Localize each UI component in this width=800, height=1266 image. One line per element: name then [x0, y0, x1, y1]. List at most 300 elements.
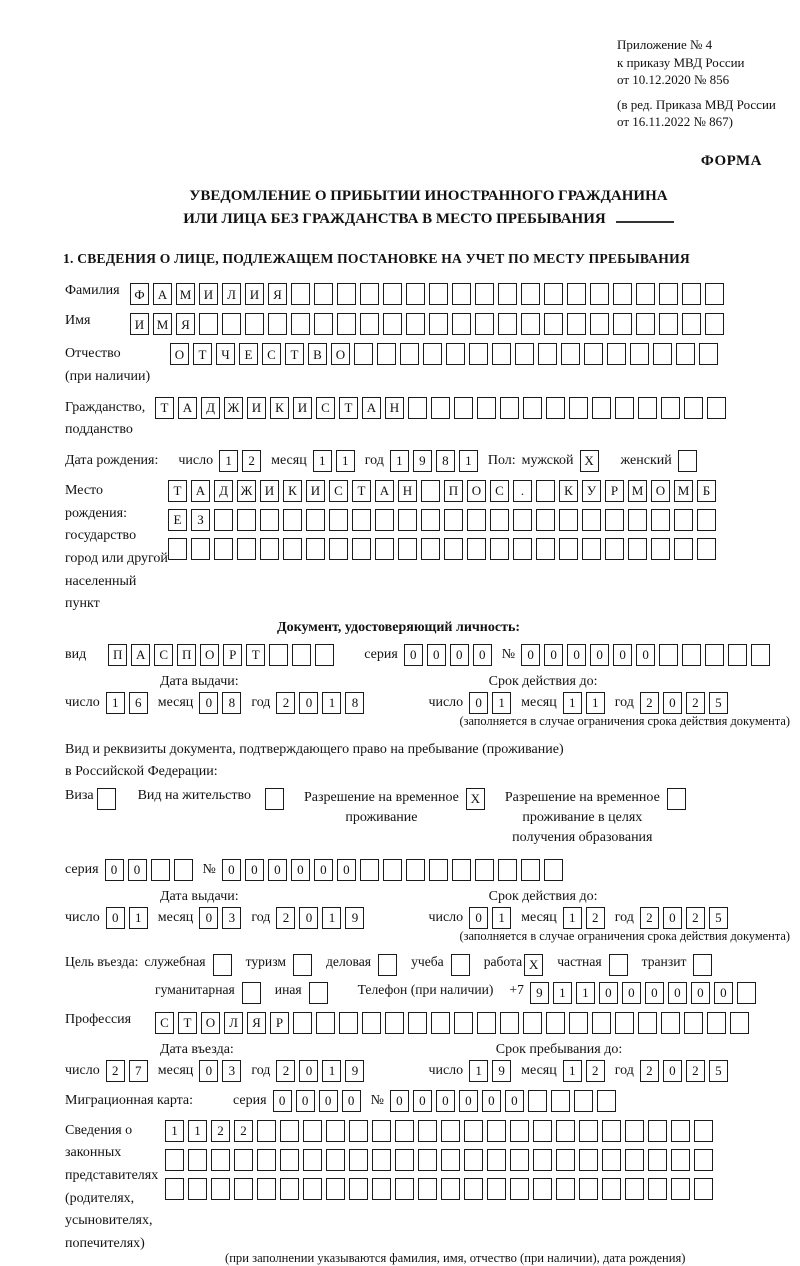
- char-cell[interactable]: [398, 538, 417, 560]
- purpose-business-checkbox[interactable]: [378, 954, 401, 976]
- char-cell[interactable]: [498, 859, 517, 881]
- char-cell[interactable]: С: [155, 1012, 174, 1034]
- char-cell[interactable]: [477, 397, 496, 419]
- char-cell[interactable]: [707, 397, 726, 419]
- char-cell[interactable]: 0: [599, 982, 618, 1004]
- char-cell[interactable]: [283, 509, 302, 531]
- char-cell[interactable]: [510, 1149, 529, 1171]
- char-cell[interactable]: Д: [214, 480, 233, 502]
- char-cell[interactable]: X: [466, 788, 485, 810]
- char-cell[interactable]: [464, 1178, 483, 1200]
- char-cell[interactable]: [515, 343, 534, 365]
- char-cell[interactable]: [487, 1120, 506, 1142]
- char-cell[interactable]: [429, 313, 448, 335]
- permit-issue-year[interactable]: [276, 907, 368, 929]
- purpose-tourism-checkbox[interactable]: [293, 954, 316, 976]
- char-cell[interactable]: [590, 283, 609, 305]
- char-cell[interactable]: [446, 343, 465, 365]
- char-cell[interactable]: [406, 859, 425, 881]
- char-cell[interactable]: 0: [521, 644, 540, 666]
- char-cell[interactable]: Ф: [130, 283, 149, 305]
- char-cell[interactable]: [395, 1178, 414, 1200]
- char-cell[interactable]: [268, 313, 287, 335]
- char-cell[interactable]: [498, 283, 517, 305]
- char-cell[interactable]: 9: [345, 1060, 364, 1082]
- char-cell[interactable]: 2: [242, 450, 261, 472]
- char-cell[interactable]: [684, 397, 703, 419]
- char-cell[interactable]: [315, 644, 334, 666]
- profession-cells[interactable]: [155, 1012, 753, 1034]
- char-cell[interactable]: [257, 1178, 276, 1200]
- char-cell[interactable]: 2: [276, 1060, 295, 1082]
- char-cell[interactable]: 0: [337, 859, 356, 881]
- char-cell[interactable]: 0: [299, 1060, 318, 1082]
- char-cell[interactable]: [648, 1120, 667, 1142]
- legal-reps-cells-row3[interactable]: [165, 1178, 717, 1200]
- char-cell[interactable]: [360, 859, 379, 881]
- char-cell[interactable]: 0: [663, 692, 682, 714]
- char-cell[interactable]: [682, 283, 701, 305]
- temp-residence-checkbox[interactable]: [466, 788, 489, 810]
- char-cell[interactable]: [441, 1120, 460, 1142]
- char-cell[interactable]: [705, 283, 724, 305]
- char-cell[interactable]: [423, 343, 442, 365]
- char-cell[interactable]: Ч: [216, 343, 235, 365]
- char-cell[interactable]: [667, 788, 686, 810]
- char-cell[interactable]: [280, 1178, 299, 1200]
- char-cell[interactable]: [467, 509, 486, 531]
- char-cell[interactable]: [383, 313, 402, 335]
- entry-year[interactable]: [276, 1060, 368, 1082]
- char-cell[interactable]: [490, 509, 509, 531]
- char-cell[interactable]: [556, 1149, 575, 1171]
- char-cell[interactable]: [569, 397, 588, 419]
- char-cell[interactable]: [579, 1149, 598, 1171]
- char-cell[interactable]: [398, 509, 417, 531]
- char-cell[interactable]: 2: [686, 692, 705, 714]
- permit-number-cells[interactable]: [222, 859, 567, 881]
- char-cell[interactable]: [584, 343, 603, 365]
- char-cell[interactable]: М: [628, 480, 647, 502]
- char-cell[interactable]: Я: [268, 283, 287, 305]
- char-cell[interactable]: [372, 1149, 391, 1171]
- char-cell[interactable]: [222, 313, 241, 335]
- char-cell[interactable]: [213, 954, 232, 976]
- char-cell[interactable]: З: [191, 509, 210, 531]
- char-cell[interactable]: 0: [473, 644, 492, 666]
- char-cell[interactable]: [521, 313, 540, 335]
- char-cell[interactable]: [682, 644, 701, 666]
- char-cell[interactable]: [546, 1012, 565, 1034]
- char-cell[interactable]: 1: [322, 1060, 341, 1082]
- char-cell[interactable]: [199, 313, 218, 335]
- char-cell[interactable]: [533, 1149, 552, 1171]
- char-cell[interactable]: 2: [276, 907, 295, 929]
- char-cell[interactable]: 0: [296, 1090, 315, 1112]
- char-cell[interactable]: [567, 283, 586, 305]
- birth-month-cells[interactable]: [313, 450, 359, 472]
- citizenship-cells[interactable]: [155, 397, 730, 419]
- doc-valid-year[interactable]: [640, 692, 732, 714]
- char-cell[interactable]: О: [201, 1012, 220, 1034]
- char-cell[interactable]: И: [247, 397, 266, 419]
- char-cell[interactable]: [487, 1178, 506, 1200]
- char-cell[interactable]: Р: [270, 1012, 289, 1034]
- char-cell[interactable]: [291, 313, 310, 335]
- char-cell[interactable]: [329, 509, 348, 531]
- char-cell[interactable]: [674, 509, 693, 531]
- char-cell[interactable]: 0: [505, 1090, 524, 1112]
- char-cell[interactable]: [326, 1120, 345, 1142]
- char-cell[interactable]: [648, 1178, 667, 1200]
- char-cell[interactable]: [625, 1178, 644, 1200]
- char-cell[interactable]: [533, 1178, 552, 1200]
- char-cell[interactable]: [671, 1149, 690, 1171]
- char-cell[interactable]: [659, 283, 678, 305]
- char-cell[interactable]: Т: [246, 644, 265, 666]
- char-cell[interactable]: 1: [219, 450, 238, 472]
- char-cell[interactable]: [431, 1012, 450, 1034]
- char-cell[interactable]: [406, 313, 425, 335]
- char-cell[interactable]: [625, 1149, 644, 1171]
- char-cell[interactable]: [467, 538, 486, 560]
- char-cell[interactable]: [609, 954, 628, 976]
- char-cell[interactable]: [605, 538, 624, 560]
- char-cell[interactable]: [630, 343, 649, 365]
- char-cell[interactable]: [671, 1120, 690, 1142]
- char-cell[interactable]: [418, 1149, 437, 1171]
- char-cell[interactable]: [638, 1012, 657, 1034]
- char-cell[interactable]: 0: [645, 982, 664, 1004]
- char-cell[interactable]: 0: [268, 859, 287, 881]
- char-cell[interactable]: 0: [291, 859, 310, 881]
- char-cell[interactable]: А: [191, 480, 210, 502]
- stay-day[interactable]: [469, 1060, 515, 1082]
- doc-issue-day[interactable]: [106, 692, 152, 714]
- char-cell[interactable]: [513, 509, 532, 531]
- char-cell[interactable]: [291, 283, 310, 305]
- char-cell[interactable]: [648, 1149, 667, 1171]
- char-cell[interactable]: [418, 1178, 437, 1200]
- char-cell[interactable]: Ж: [224, 397, 243, 419]
- char-cell[interactable]: [592, 397, 611, 419]
- legal-reps-cells-row1[interactable]: [165, 1120, 717, 1142]
- char-cell[interactable]: [523, 1012, 542, 1034]
- char-cell[interactable]: [500, 397, 519, 419]
- char-cell[interactable]: [559, 538, 578, 560]
- char-cell[interactable]: [421, 509, 440, 531]
- char-cell[interactable]: [260, 538, 279, 560]
- char-cell[interactable]: 1: [165, 1120, 184, 1142]
- char-cell[interactable]: И: [245, 283, 264, 305]
- char-cell[interactable]: [339, 1012, 358, 1034]
- purpose-humanitarian-checkbox[interactable]: [242, 982, 265, 1004]
- char-cell[interactable]: [582, 538, 601, 560]
- char-cell[interactable]: [421, 538, 440, 560]
- char-cell[interactable]: 0: [299, 692, 318, 714]
- char-cell[interactable]: [306, 509, 325, 531]
- char-cell[interactable]: [628, 509, 647, 531]
- doc-issue-month[interactable]: [199, 692, 245, 714]
- char-cell[interactable]: [694, 1120, 713, 1142]
- char-cell[interactable]: [607, 343, 626, 365]
- char-cell[interactable]: 0: [299, 907, 318, 929]
- char-cell[interactable]: 0: [622, 982, 641, 1004]
- char-cell[interactable]: 1: [576, 982, 595, 1004]
- char-cell[interactable]: 0: [469, 907, 488, 929]
- char-cell[interactable]: 0: [106, 907, 125, 929]
- char-cell[interactable]: [326, 1178, 345, 1200]
- char-cell[interactable]: [579, 1178, 598, 1200]
- doc-valid-month[interactable]: [563, 692, 609, 714]
- char-cell[interactable]: [661, 1012, 680, 1034]
- char-cell[interactable]: [705, 644, 724, 666]
- doc-issue-year[interactable]: [276, 692, 368, 714]
- char-cell[interactable]: [737, 982, 756, 1004]
- char-cell[interactable]: Ж: [237, 480, 256, 502]
- char-cell[interactable]: 5: [709, 692, 728, 714]
- char-cell[interactable]: Т: [168, 480, 187, 502]
- char-cell[interactable]: [602, 1120, 621, 1142]
- char-cell[interactable]: 0: [273, 1090, 292, 1112]
- char-cell[interactable]: 0: [404, 644, 423, 666]
- birth-day-cells[interactable]: [219, 450, 265, 472]
- char-cell[interactable]: [684, 1012, 703, 1034]
- permit-series-cells[interactable]: [105, 859, 197, 881]
- surname-cells[interactable]: [130, 283, 728, 305]
- char-cell[interactable]: [408, 397, 427, 419]
- phone-cells[interactable]: [530, 982, 760, 1004]
- char-cell[interactable]: [602, 1178, 621, 1200]
- char-cell[interactable]: Т: [339, 397, 358, 419]
- char-cell[interactable]: [283, 538, 302, 560]
- char-cell[interactable]: [751, 644, 770, 666]
- migration-number-cells[interactable]: [390, 1090, 620, 1112]
- char-cell[interactable]: [636, 283, 655, 305]
- char-cell[interactable]: Н: [398, 480, 417, 502]
- char-cell[interactable]: [429, 859, 448, 881]
- char-cell[interactable]: [188, 1178, 207, 1200]
- char-cell[interactable]: [487, 1149, 506, 1171]
- char-cell[interactable]: [567, 313, 586, 335]
- char-cell[interactable]: 3: [222, 1060, 241, 1082]
- purpose-other-checkbox[interactable]: [309, 982, 332, 1004]
- char-cell[interactable]: [544, 283, 563, 305]
- char-cell[interactable]: [597, 1090, 616, 1112]
- char-cell[interactable]: 8: [436, 450, 455, 472]
- char-cell[interactable]: [651, 509, 670, 531]
- char-cell[interactable]: [533, 1120, 552, 1142]
- char-cell[interactable]: У: [582, 480, 601, 502]
- char-cell[interactable]: [444, 538, 463, 560]
- char-cell[interactable]: 5: [709, 907, 728, 929]
- char-cell[interactable]: [544, 313, 563, 335]
- char-cell[interactable]: 1: [492, 907, 511, 929]
- char-cell[interactable]: [613, 283, 632, 305]
- char-cell[interactable]: 1: [322, 907, 341, 929]
- char-cell[interactable]: [592, 1012, 611, 1034]
- purpose-private-checkbox[interactable]: [609, 954, 632, 976]
- char-cell[interactable]: 2: [106, 1060, 125, 1082]
- char-cell[interactable]: М: [176, 283, 195, 305]
- char-cell[interactable]: [165, 1178, 184, 1200]
- char-cell[interactable]: [362, 1012, 381, 1034]
- char-cell[interactable]: П: [177, 644, 196, 666]
- birth-place-cells-row2[interactable]: [168, 509, 720, 531]
- stay-month[interactable]: [563, 1060, 609, 1082]
- char-cell[interactable]: 2: [640, 907, 659, 929]
- char-cell[interactable]: [682, 313, 701, 335]
- char-cell[interactable]: 0: [413, 1090, 432, 1112]
- char-cell[interactable]: [375, 538, 394, 560]
- char-cell[interactable]: [536, 509, 555, 531]
- char-cell[interactable]: [441, 1178, 460, 1200]
- char-cell[interactable]: 0: [636, 644, 655, 666]
- char-cell[interactable]: 9: [345, 907, 364, 929]
- char-cell[interactable]: [538, 343, 557, 365]
- char-cell[interactable]: Т: [285, 343, 304, 365]
- char-cell[interactable]: 0: [613, 644, 632, 666]
- char-cell[interactable]: [383, 859, 402, 881]
- char-cell[interactable]: 0: [342, 1090, 361, 1112]
- char-cell[interactable]: [174, 859, 193, 881]
- char-cell[interactable]: 0: [459, 1090, 478, 1112]
- purpose-official-checkbox[interactable]: [213, 954, 236, 976]
- char-cell[interactable]: [561, 343, 580, 365]
- char-cell[interactable]: [349, 1149, 368, 1171]
- char-cell[interactable]: [316, 1012, 335, 1034]
- char-cell[interactable]: [429, 283, 448, 305]
- temp-residence-edu-checkbox[interactable]: [667, 788, 690, 810]
- char-cell[interactable]: 1: [492, 692, 511, 714]
- char-cell[interactable]: 1: [129, 907, 148, 929]
- char-cell[interactable]: [452, 859, 471, 881]
- char-cell[interactable]: 0: [663, 907, 682, 929]
- char-cell[interactable]: [477, 1012, 496, 1034]
- char-cell[interactable]: Я: [247, 1012, 266, 1034]
- char-cell[interactable]: 2: [234, 1120, 253, 1142]
- male-checkbox[interactable]: [580, 450, 603, 472]
- char-cell[interactable]: [234, 1178, 253, 1200]
- char-cell[interactable]: [574, 1090, 593, 1112]
- purpose-study-checkbox[interactable]: [451, 954, 474, 976]
- char-cell[interactable]: [214, 509, 233, 531]
- char-cell[interactable]: [579, 1120, 598, 1142]
- char-cell[interactable]: [360, 313, 379, 335]
- char-cell[interactable]: 0: [482, 1090, 501, 1112]
- char-cell[interactable]: 2: [211, 1120, 230, 1142]
- char-cell[interactable]: [556, 1120, 575, 1142]
- char-cell[interactable]: 0: [128, 859, 147, 881]
- char-cell[interactable]: И: [306, 480, 325, 502]
- legal-reps-cells-row2[interactable]: [165, 1149, 717, 1171]
- char-cell[interactable]: [168, 538, 187, 560]
- char-cell[interactable]: [615, 1012, 634, 1034]
- char-cell[interactable]: О: [651, 480, 670, 502]
- char-cell[interactable]: [377, 343, 396, 365]
- char-cell[interactable]: 7: [129, 1060, 148, 1082]
- char-cell[interactable]: [651, 538, 670, 560]
- char-cell[interactable]: [528, 1090, 547, 1112]
- char-cell[interactable]: [653, 343, 672, 365]
- char-cell[interactable]: [628, 538, 647, 560]
- char-cell[interactable]: [625, 1120, 644, 1142]
- char-cell[interactable]: [492, 343, 511, 365]
- char-cell[interactable]: [375, 509, 394, 531]
- char-cell[interactable]: [605, 509, 624, 531]
- char-cell[interactable]: 0: [199, 692, 218, 714]
- purpose-work-checkbox[interactable]: [524, 954, 547, 976]
- char-cell[interactable]: [292, 644, 311, 666]
- char-cell[interactable]: А: [178, 397, 197, 419]
- char-cell[interactable]: [451, 954, 470, 976]
- char-cell[interactable]: [697, 538, 716, 560]
- char-cell[interactable]: 0: [199, 907, 218, 929]
- permit-issue-day[interactable]: [106, 907, 152, 929]
- char-cell[interactable]: 0: [567, 644, 586, 666]
- char-cell[interactable]: [556, 1178, 575, 1200]
- char-cell[interactable]: 0: [590, 644, 609, 666]
- entry-day[interactable]: [106, 1060, 152, 1082]
- char-cell[interactable]: [349, 1178, 368, 1200]
- char-cell[interactable]: [674, 538, 693, 560]
- char-cell[interactable]: [671, 1178, 690, 1200]
- char-cell[interactable]: 0: [427, 644, 446, 666]
- char-cell[interactable]: [536, 480, 555, 502]
- char-cell[interactable]: 1: [188, 1120, 207, 1142]
- char-cell[interactable]: [309, 982, 328, 1004]
- doc-series-cells[interactable]: [404, 644, 496, 666]
- char-cell[interactable]: [406, 283, 425, 305]
- char-cell[interactable]: [469, 343, 488, 365]
- char-cell[interactable]: Т: [155, 397, 174, 419]
- char-cell[interactable]: [464, 1120, 483, 1142]
- char-cell[interactable]: [693, 954, 712, 976]
- char-cell[interactable]: К: [559, 480, 578, 502]
- char-cell[interactable]: [615, 397, 634, 419]
- char-cell[interactable]: [705, 313, 724, 335]
- char-cell[interactable]: 0: [544, 644, 563, 666]
- char-cell[interactable]: [636, 313, 655, 335]
- char-cell[interactable]: В: [308, 343, 327, 365]
- char-cell[interactable]: 9: [492, 1060, 511, 1082]
- char-cell[interactable]: П: [108, 644, 127, 666]
- char-cell[interactable]: [551, 1090, 570, 1112]
- char-cell[interactable]: 1: [553, 982, 572, 1004]
- char-cell[interactable]: 1: [586, 692, 605, 714]
- char-cell[interactable]: [521, 859, 540, 881]
- char-cell[interactable]: 8: [222, 692, 241, 714]
- char-cell[interactable]: [269, 644, 288, 666]
- char-cell[interactable]: [707, 1012, 726, 1034]
- char-cell[interactable]: Л: [222, 283, 241, 305]
- char-cell[interactable]: X: [580, 450, 599, 472]
- char-cell[interactable]: С: [490, 480, 509, 502]
- char-cell[interactable]: [475, 283, 494, 305]
- char-cell[interactable]: О: [200, 644, 219, 666]
- char-cell[interactable]: И: [199, 283, 218, 305]
- char-cell[interactable]: Л: [224, 1012, 243, 1034]
- char-cell[interactable]: 0: [105, 859, 124, 881]
- char-cell[interactable]: [697, 509, 716, 531]
- char-cell[interactable]: [303, 1149, 322, 1171]
- char-cell[interactable]: 2: [586, 907, 605, 929]
- char-cell[interactable]: [337, 283, 356, 305]
- char-cell[interactable]: К: [270, 397, 289, 419]
- char-cell[interactable]: Т: [193, 343, 212, 365]
- char-cell[interactable]: М: [674, 480, 693, 502]
- doc-number-cells[interactable]: [521, 644, 774, 666]
